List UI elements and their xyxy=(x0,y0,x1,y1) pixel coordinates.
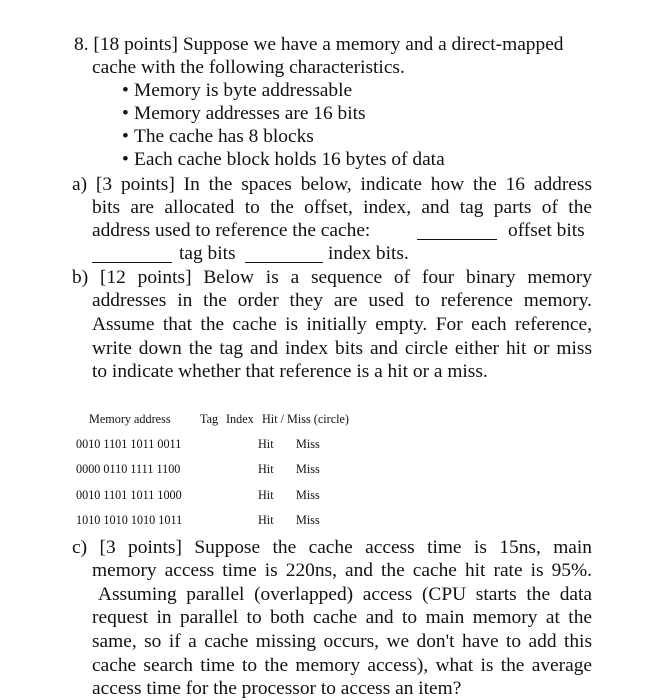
part-b-line-5: to indicate whether that reference is a hit or a miss. xyxy=(92,361,488,382)
part-b-line-2: addresses in the order they are used to reference memory. xyxy=(92,290,592,311)
bullet-item: • Memory is byte addressable xyxy=(122,80,352,102)
question-number: 8. xyxy=(74,34,89,55)
part-c-line-2: memory access time is 220ns, and the cache hit rate is 95%. xyxy=(92,560,592,581)
part-c-line-6: cache search time to the memory access), what is the average xyxy=(92,655,592,676)
table-header-tag: Tag xyxy=(200,412,219,426)
bullet-item: • Memory addresses are 16 bits xyxy=(122,103,366,125)
table-header-memory-address: Memory address xyxy=(89,412,171,426)
question-points: [18 points] xyxy=(93,34,178,55)
part-c-line-1: c) [3 points] Suppose the cache access time is 15ns, main xyxy=(72,537,592,558)
bullet-item: • The cache has 8 blocks xyxy=(122,126,314,148)
memory-address-cell: 0000 0110 1111 1100 xyxy=(76,462,181,476)
question-header xyxy=(74,34,564,56)
miss-option[interactable]: Miss xyxy=(296,488,320,502)
part-c-line-3: Assuming parallel (overlapped) access (CPU starts the data xyxy=(98,584,592,605)
miss-option[interactable]: Miss xyxy=(296,462,320,476)
tag-bits-blank[interactable] xyxy=(92,248,172,263)
hit-option[interactable]: Hit xyxy=(258,462,274,476)
offset-bits-blank[interactable] xyxy=(417,225,497,240)
memory-address-cell: 1010 1010 1010 1011 xyxy=(76,513,183,527)
part-a-line-1: a) [3 points] In the spaces below, indicate how the 16 address xyxy=(72,174,592,195)
part-c-line-5: same, so if a cache missing occurs, we don't have to add this xyxy=(92,631,592,652)
question-intro-line-2: cache with the following characteristics. xyxy=(92,57,405,78)
hit-option[interactable]: Hit xyxy=(258,488,274,502)
memory-address-cell: 0010 1101 1011 0011 xyxy=(76,437,182,451)
table-header-index: Index xyxy=(226,412,254,426)
part-b-line-4: write down the tag and index bits and circle either hit or miss xyxy=(92,338,592,359)
index-bits-label: index bits. xyxy=(328,243,409,264)
miss-option[interactable]: Miss xyxy=(296,437,320,451)
bullet-item: • Each cache block holds 16 bytes of data xyxy=(122,149,445,171)
part-a-line-3: address used to reference the cache: xyxy=(92,220,371,241)
offset-bits-label: offset bits xyxy=(508,220,585,241)
tag-bits-label: tag bits xyxy=(179,243,236,264)
part-b-line-1: b) [12 points] Below is a sequence of four binary memory xyxy=(72,267,592,288)
part-c-line-4: request in parallel to both cache and to main memory at the xyxy=(92,607,592,628)
hit-option[interactable]: Hit xyxy=(258,513,274,527)
question-intro-line-1: Suppose we have a memory and a direct-mapped xyxy=(182,34,564,55)
table-header-hit-miss: Hit / Miss (circle) xyxy=(262,412,349,426)
hit-option[interactable]: Hit xyxy=(258,437,274,451)
part-c-line-7: access time for the processor to access an item? xyxy=(92,678,462,699)
index-bits-blank[interactable] xyxy=(245,248,323,263)
miss-option[interactable]: Miss xyxy=(296,513,320,527)
part-a-line-2: bits are allocated to the offset, index, and tag parts of the xyxy=(92,197,592,218)
part-b-line-3: Assume that the cache is initially empty. For each reference, xyxy=(92,314,592,335)
memory-address-cell: 0010 1101 1011 1000 xyxy=(76,488,182,502)
